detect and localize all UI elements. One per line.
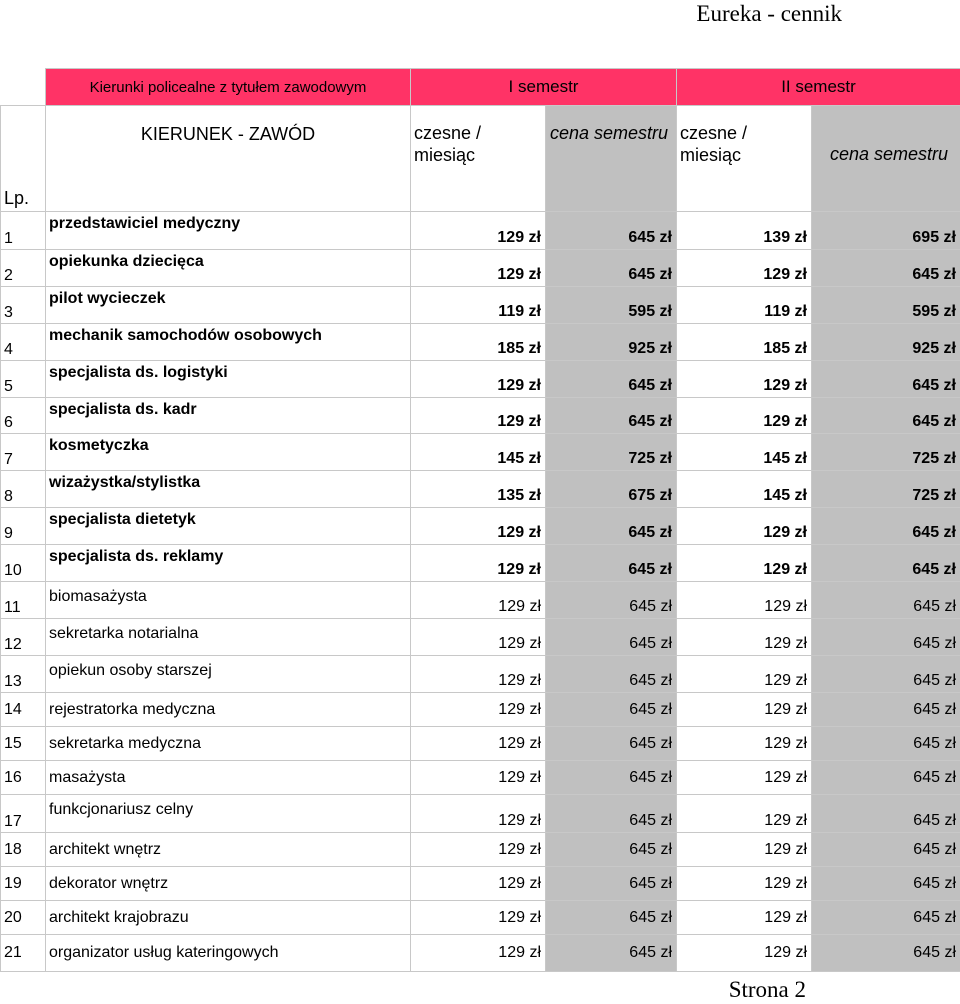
row-s2-monthly: 129 zł xyxy=(677,250,812,287)
row-s1-semester: 645 zł xyxy=(546,727,677,761)
row-s1-monthly: 129 zł xyxy=(411,693,546,727)
row-lp: 4 xyxy=(1,324,46,361)
row-lp: 20 xyxy=(1,901,46,935)
row-s2-semester: 645 zł xyxy=(812,901,960,935)
row-s1-monthly: 135 zł xyxy=(411,471,546,508)
row-s1-semester: 645 zł xyxy=(546,545,677,582)
table-row xyxy=(1,324,960,361)
row-s2-semester: 645 zł xyxy=(812,935,960,972)
row-lp: 7 xyxy=(1,434,46,471)
kierunek-column-header: KIERUNEK - ZAWÓD xyxy=(46,106,411,212)
row-s1-semester: 645 zł xyxy=(546,867,677,901)
table-row xyxy=(1,287,960,324)
row-lp: 2 xyxy=(1,250,46,287)
table-row xyxy=(1,212,960,250)
row-s2-monthly: 129 zł xyxy=(677,398,812,434)
row-lp: 1 xyxy=(1,212,46,250)
row-s2-semester: 645 zł xyxy=(812,508,960,545)
row-s2-semester: 595 zł xyxy=(812,287,960,324)
row-s1-monthly: 129 zł xyxy=(411,508,546,545)
row-lp: 17 xyxy=(1,795,46,833)
table-row xyxy=(1,545,960,582)
row-s2-monthly: 129 zł xyxy=(677,545,812,582)
table-row xyxy=(1,434,960,471)
row-s1-semester: 645 zł xyxy=(546,361,677,398)
row-lp: 3 xyxy=(1,287,46,324)
table-row xyxy=(1,471,960,508)
row-s2-monthly: 129 zł xyxy=(677,619,812,656)
row-s2-monthly: 139 zł xyxy=(677,212,812,250)
row-s1-semester: 645 zł xyxy=(546,935,677,972)
row-s1-monthly: 119 zł xyxy=(411,287,546,324)
row-lp: 16 xyxy=(1,761,46,795)
table-row xyxy=(1,795,960,833)
row-s2-monthly: 129 zł xyxy=(677,361,812,398)
row-s1-monthly: 129 zł xyxy=(411,545,546,582)
row-s2-semester: 645 zł xyxy=(812,619,960,656)
row-lp: 15 xyxy=(1,727,46,761)
row-s1-semester: 645 zł xyxy=(546,833,677,867)
row-s1-semester: 725 zł xyxy=(546,434,677,471)
row-s2-semester: 725 zł xyxy=(812,471,960,508)
row-s1-semester: 645 zł xyxy=(546,619,677,656)
row-s2-monthly: 129 zł xyxy=(677,508,812,545)
s2-semester-header: cena semestru xyxy=(812,106,960,212)
row-s1-semester: 645 zł xyxy=(546,795,677,833)
semester2-header: II semestr xyxy=(677,69,960,106)
row-kierunek: specjalista ds. logistyki xyxy=(46,361,411,398)
table-row xyxy=(1,935,960,972)
row-s2-semester: 645 zł xyxy=(812,867,960,901)
row-s1-monthly: 129 zł xyxy=(411,901,546,935)
row-kierunek: opiekunka dziecięca xyxy=(46,250,411,287)
row-lp: 5 xyxy=(1,361,46,398)
table-row xyxy=(1,508,960,545)
row-s1-monthly: 129 zł xyxy=(411,761,546,795)
row-kierunek: biomasażysta xyxy=(46,582,411,619)
row-s2-monthly: 145 zł xyxy=(677,434,812,471)
row-s2-monthly: 129 zł xyxy=(677,656,812,693)
row-s1-semester: 675 zł xyxy=(546,471,677,508)
row-s1-semester: 645 zł xyxy=(546,508,677,545)
row-kierunek: architekt wnętrz xyxy=(46,833,411,867)
price-table xyxy=(0,68,960,972)
row-s2-monthly: 129 zł xyxy=(677,727,812,761)
row-kierunek: masażysta xyxy=(46,761,411,795)
table-row xyxy=(1,361,960,398)
row-s1-semester: 645 zł xyxy=(546,250,677,287)
row-s1-monthly: 129 zł xyxy=(411,656,546,693)
table-row xyxy=(1,761,960,795)
row-s2-semester: 925 zł xyxy=(812,324,960,361)
row-kierunek: organizator usług kateringowych xyxy=(46,935,411,972)
row-s1-monthly: 129 zł xyxy=(411,795,546,833)
semester1-header: I semestr xyxy=(411,69,677,106)
s1-semester-header: cena semestru xyxy=(546,106,677,212)
row-lp: 13 xyxy=(1,656,46,693)
row-s2-semester: 645 zł xyxy=(812,761,960,795)
row-s1-semester: 595 zł xyxy=(546,287,677,324)
row-kierunek: wizażystka/stylistka xyxy=(46,471,411,508)
row-kierunek: specjalista dietetyk xyxy=(46,508,411,545)
row-lp: 19 xyxy=(1,867,46,901)
row-lp: 11 xyxy=(1,582,46,619)
table-row xyxy=(1,833,960,867)
table-row xyxy=(1,398,960,434)
row-kierunek: sekretarka medyczna xyxy=(46,727,411,761)
row-s2-monthly: 145 zł xyxy=(677,471,812,508)
row-s1-monthly: 129 zł xyxy=(411,935,546,972)
row-kierunek: kosmetyczka xyxy=(46,434,411,471)
empty-corner-cell xyxy=(1,69,46,106)
row-s2-monthly: 129 zł xyxy=(677,867,812,901)
row-s2-semester: 645 zł xyxy=(812,582,960,619)
row-kierunek: rejestratorka medyczna xyxy=(46,693,411,727)
row-kierunek: opiekun osoby starszej xyxy=(46,656,411,693)
row-s1-semester: 645 zł xyxy=(546,398,677,434)
table-row xyxy=(1,619,960,656)
row-s1-monthly: 129 zł xyxy=(411,619,546,656)
row-kierunek: dekorator wnętrz xyxy=(46,867,411,901)
row-lp: 10 xyxy=(1,545,46,582)
column-header-row xyxy=(1,106,960,212)
row-s2-monthly: 185 zł xyxy=(677,324,812,361)
row-s1-monthly: 129 zł xyxy=(411,250,546,287)
page-number: Strona 2 xyxy=(728,977,806,1002)
row-kierunek: sekretarka notarialna xyxy=(46,619,411,656)
row-s1-monthly: 145 zł xyxy=(411,434,546,471)
group-header-label: Kierunki policealne z tytułem zawodowym xyxy=(46,69,411,106)
row-s2-semester: 645 zł xyxy=(812,833,960,867)
table-row xyxy=(1,250,960,287)
row-s1-semester: 645 zł xyxy=(546,693,677,727)
row-s1-semester: 645 zł xyxy=(546,656,677,693)
row-s2-monthly: 129 zł xyxy=(677,795,812,833)
document-title: Eureka - cennik xyxy=(696,1,842,26)
row-kierunek: pilot wycieczek xyxy=(46,287,411,324)
row-s1-monthly: 129 zł xyxy=(411,582,546,619)
s2-monthly-header: czesne / miesiąc xyxy=(677,106,812,212)
row-s2-semester: 725 zł xyxy=(812,434,960,471)
row-s2-monthly: 119 zł xyxy=(677,287,812,324)
table-row xyxy=(1,656,960,693)
table-row xyxy=(1,727,960,761)
row-s2-semester: 645 zł xyxy=(812,250,960,287)
lp-column-header: Lp. xyxy=(1,106,46,212)
row-s2-monthly: 129 zł xyxy=(677,693,812,727)
row-s1-semester: 645 zł xyxy=(546,901,677,935)
table-row xyxy=(1,582,960,619)
row-lp: 6 xyxy=(1,398,46,434)
row-s1-semester: 645 zł xyxy=(546,761,677,795)
row-s1-monthly: 129 zł xyxy=(411,867,546,901)
row-s2-monthly: 129 zł xyxy=(677,761,812,795)
table-row xyxy=(1,901,960,935)
row-s2-semester: 645 zł xyxy=(812,727,960,761)
row-s1-semester: 645 zł xyxy=(546,582,677,619)
row-s1-monthly: 129 zł xyxy=(411,398,546,434)
row-s2-semester: 645 zł xyxy=(812,361,960,398)
s1-monthly-header: czesne / miesiąc xyxy=(411,106,546,212)
row-lp: 18 xyxy=(1,833,46,867)
row-s2-monthly: 129 zł xyxy=(677,833,812,867)
row-kierunek: mechanik samochodów osobowych xyxy=(46,324,411,361)
row-kierunek: architekt krajobrazu xyxy=(46,901,411,935)
row-s2-semester: 645 zł xyxy=(812,545,960,582)
row-kierunek: specjalista ds. kadr xyxy=(46,398,411,434)
table-body xyxy=(1,212,960,972)
row-s2-semester: 645 zł xyxy=(812,398,960,434)
row-lp: 21 xyxy=(1,935,46,972)
row-s2-monthly: 129 zł xyxy=(677,935,812,972)
row-lp: 9 xyxy=(1,508,46,545)
table-row xyxy=(1,693,960,727)
row-lp: 14 xyxy=(1,693,46,727)
row-s2-monthly: 129 zł xyxy=(677,582,812,619)
row-lp: 8 xyxy=(1,471,46,508)
row-s2-semester: 695 zł xyxy=(812,212,960,250)
row-s1-monthly: 129 zł xyxy=(411,727,546,761)
row-s1-monthly: 185 zł xyxy=(411,324,546,361)
row-s2-monthly: 129 zł xyxy=(677,901,812,935)
row-s1-monthly: 129 zł xyxy=(411,212,546,250)
row-s1-semester: 925 zł xyxy=(546,324,677,361)
row-s2-semester: 645 zł xyxy=(812,693,960,727)
row-s2-semester: 645 zł xyxy=(812,795,960,833)
group-header-row xyxy=(1,69,960,106)
row-kierunek: funkcjonariusz celny xyxy=(46,795,411,833)
row-s1-monthly: 129 zł xyxy=(411,361,546,398)
row-s1-semester: 645 zł xyxy=(546,212,677,250)
row-kierunek: przedstawiciel medyczny xyxy=(46,212,411,250)
row-kierunek: specjalista ds. reklamy xyxy=(46,545,411,582)
row-s1-monthly: 129 zł xyxy=(411,833,546,867)
row-lp: 12 xyxy=(1,619,46,656)
table-row xyxy=(1,867,960,901)
row-s2-semester: 645 zł xyxy=(812,656,960,693)
